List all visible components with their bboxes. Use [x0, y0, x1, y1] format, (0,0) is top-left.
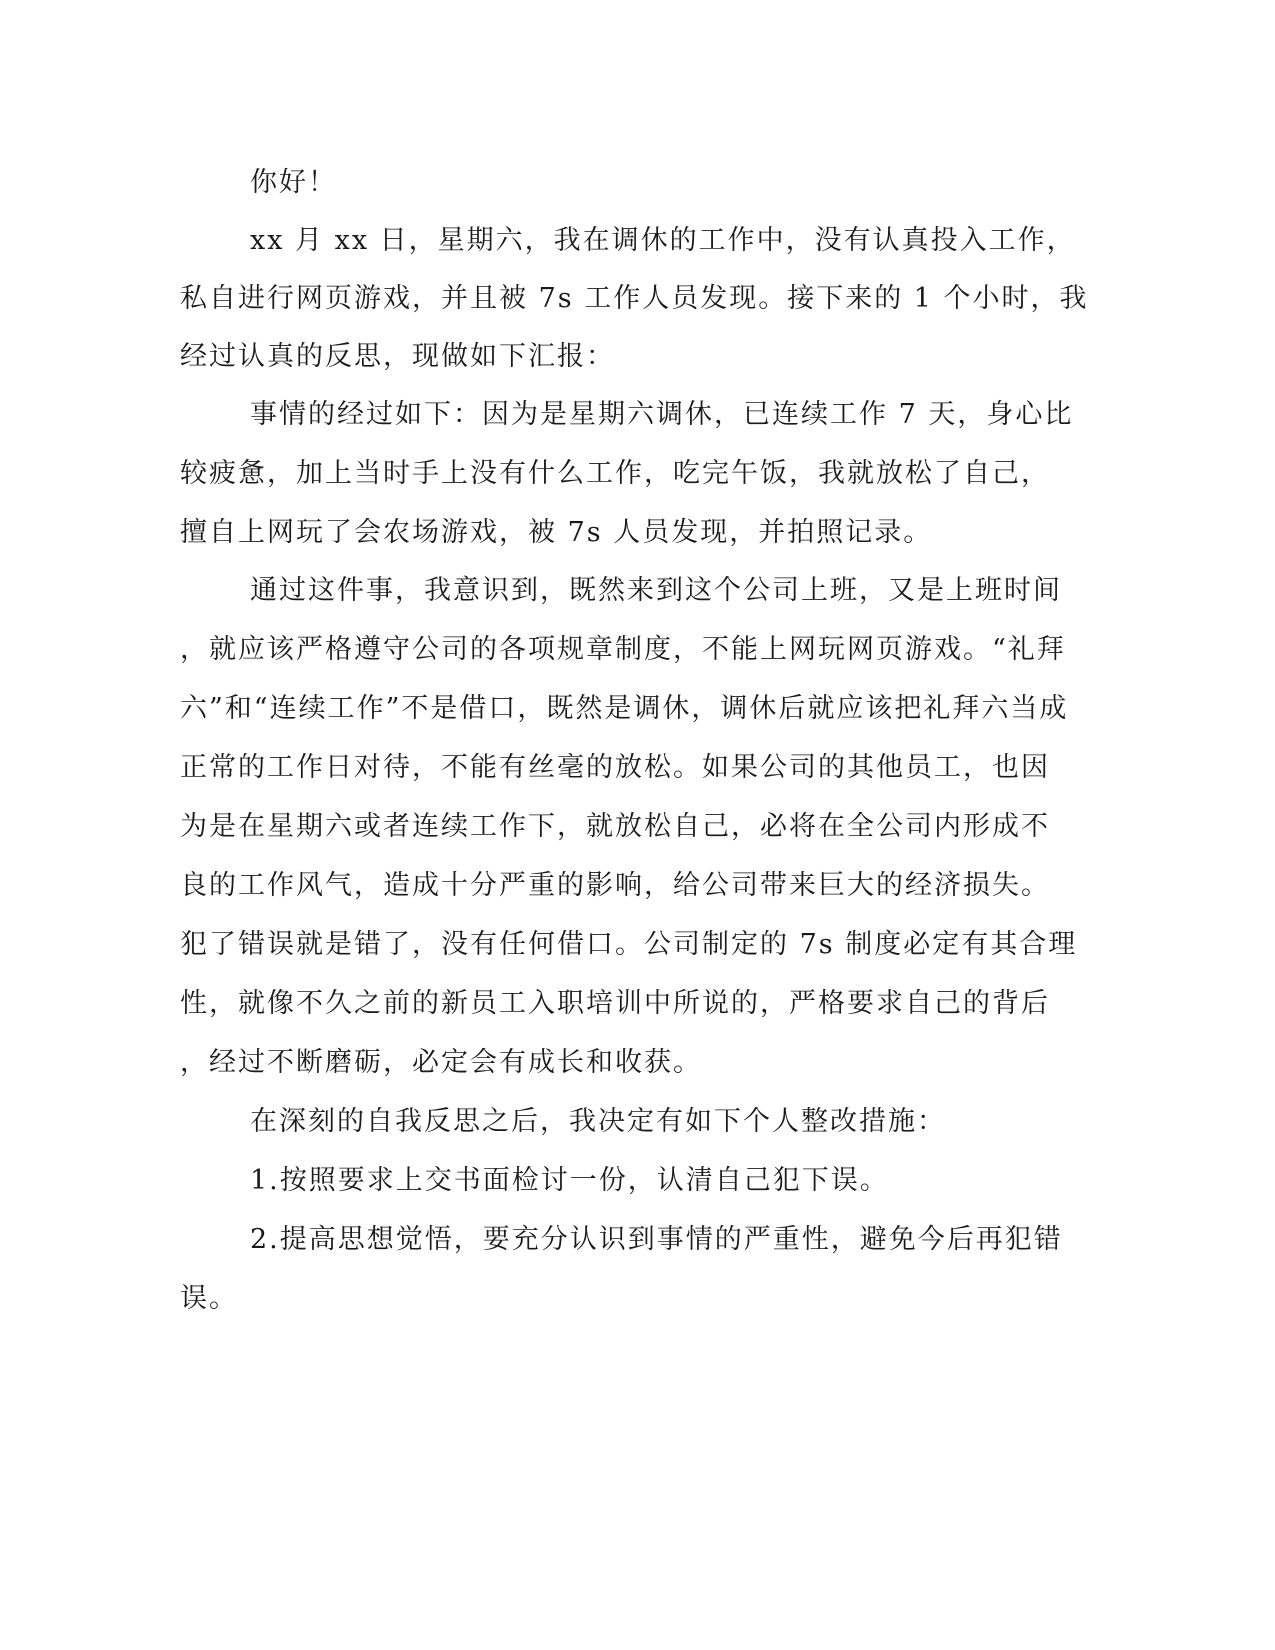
paragraph-line: 在深刻的自我反思之后，我决定有如下个人整改措施： — [250, 1106, 946, 1137]
paragraph-line: 性，就像不久之前的新员工入职培训中所说的，严格要求自己的背后 — [180, 988, 1050, 1019]
paragraph-line: 犯了错误就是错了，没有任何借口。公司制定的 7s 制度必定有其合理 — [180, 929, 1078, 960]
paragraph-line: 为是在星期六或者连续工作下，就放松自己，必将在全公司内形成不 — [180, 811, 1050, 842]
paragraph-line: 较疲惫，加上当时手上没有什么工作，吃完午饭，我就放松了自己， — [180, 458, 1050, 489]
paragraph-line: 经过认真的反思，现做如下汇报： — [180, 341, 615, 372]
paragraph-line: 私自进行网页游戏，并且被 7s 工作人员发现。接下来的 1 个小时，我 — [180, 283, 1089, 314]
paragraph-line: xx 月 xx 日，星期六，我在调休的工作中，没有认真投入工作， — [250, 225, 1076, 256]
paragraph-line: 擅自上网玩了会农场游戏，被 7s 人员发现，并拍照记录。 — [180, 517, 933, 548]
list-item-2-continuation: 误。 — [180, 1283, 238, 1314]
paragraph-line: 六”和“连续工作”不是借口，既然是调休，调休后就应该把礼拜六当成 — [180, 693, 1069, 724]
greeting-line: 你好！ — [250, 167, 337, 198]
paragraph-line: 事情的经过如下：因为是星期六调休，已连续工作 7 天，身心比 — [250, 399, 1074, 430]
list-item-1: 1.按照要求上交书面检讨一份，认清自己犯下误。 — [250, 1165, 889, 1196]
paragraph-line: ，就应该严格遵守公司的各项规章制度，不能上网玩网页游戏。“礼拜 — [180, 634, 1066, 665]
paragraph-line: 通过这件事，我意识到，既然来到这个公司上班，又是上班时间 — [250, 575, 1062, 606]
paragraph-line: 良的工作风气，造成十分严重的影响，给公司带来巨大的经济损失。 — [180, 870, 1050, 901]
paragraph-line: ，经过不断磨砺，必定会有成长和收获。 — [180, 1047, 702, 1078]
paragraph-line: 正常的工作日对待，不能有丝毫的放松。如果公司的其他员工，也因 — [180, 752, 1050, 783]
list-item-2: 2.提高思想觉悟，要充分认识到事情的严重性，避免今后再犯错 — [250, 1224, 1063, 1255]
